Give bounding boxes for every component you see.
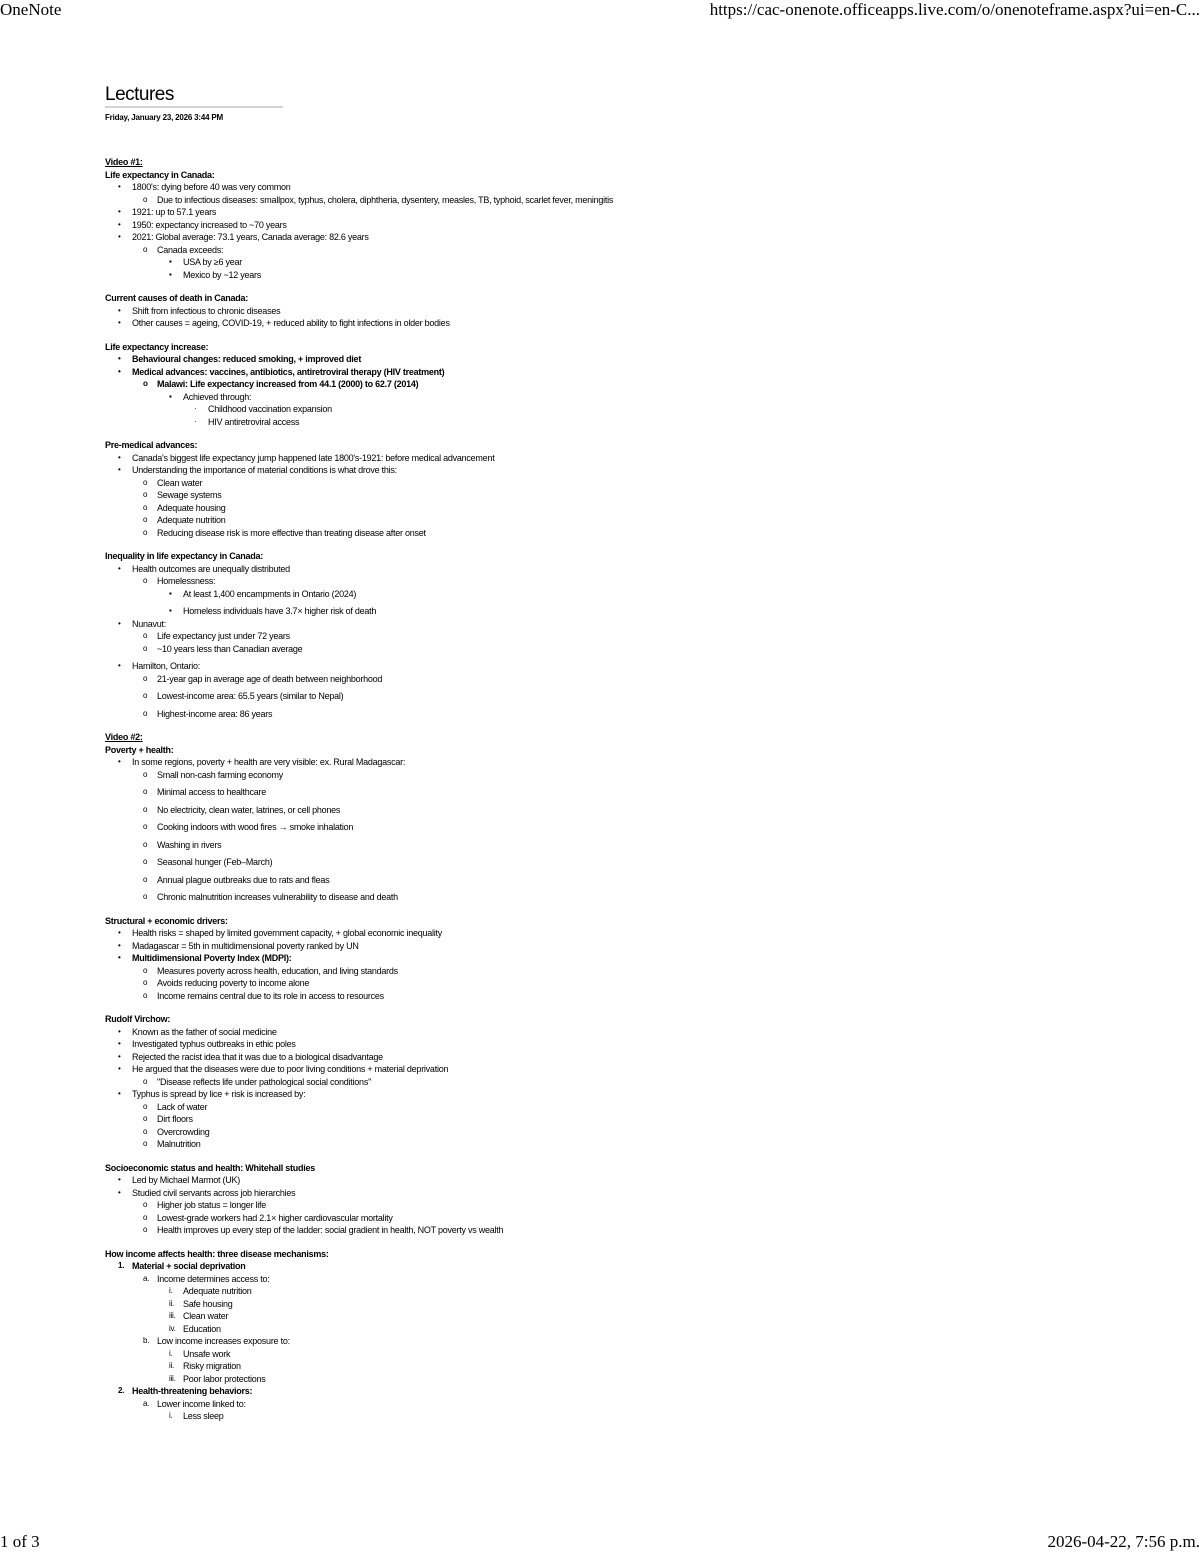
list-item-text: Malawi: Life expectancy increased from 44.1 (2000) to 62.7 (2014) [157,379,419,389]
bullet-marker: • [118,1051,121,1061]
list-item [105,786,625,799]
list-item [105,1174,625,1187]
bullet-marker: ▪ [169,269,172,279]
list-item-text: USA by ≥6 year [183,257,242,267]
bullet-marker: o [143,244,148,254]
bullet-marker: • [118,182,121,191]
section-heading: Inequality in life expectancy in Canada: [105,551,264,561]
app-name: OneNote [0,0,62,19]
bullet-marker: • [118,207,121,216]
bullet-marker: a. [143,1273,150,1283]
section-heading: Structural + economic drivers: [105,915,228,926]
list-item [105,1410,625,1423]
bullet-marker: • [118,1187,121,1197]
list-item [105,965,625,978]
list-item-text: Studied civil servants across job hierarchies [132,1187,296,1198]
list-item-text: Homelessness: [157,576,216,586]
list-item [105,1199,625,1212]
list-item-text: Lower income linked to: [157,1398,246,1409]
list-item [105,416,625,429]
list-item [105,1038,625,1051]
list-item-text: Material + social deprivation [132,1261,246,1271]
list-item [105,391,625,404]
list-item-text: 21-year gap in average age of death between neighborhood [157,673,383,684]
list-item [105,269,625,282]
list-item [105,940,625,953]
list-item [105,1385,625,1398]
list-item [105,1212,625,1225]
list-item [105,181,625,194]
bullet-marker: o [143,379,148,388]
bullet-marker: iii. [169,1373,176,1383]
bullet-list [105,1260,625,1423]
bullet-marker: o [143,194,148,204]
bullet-marker: ▪ [169,257,172,266]
list-item-text: Unsafe work [183,1348,231,1359]
list-item-text: Income determines access to: [157,1273,270,1284]
bullet-marker: 1. [118,1261,125,1270]
list-item [105,1323,625,1336]
bullet-marker: • [118,928,121,937]
list-item [105,219,625,232]
list-item-text: At least 1,400 encampments in Ontario (2024) [183,588,357,599]
note-section [105,341,625,429]
list-item-text: Seasonal hunger (Feb–March) [157,857,273,867]
bullet-marker: o [143,1101,148,1111]
list-item [105,874,625,887]
list-item [105,1051,625,1064]
list-item [105,527,625,540]
list-item-text: Madagascar = 5th in multidimensional poverty ranked by UN [132,940,359,951]
bullet-marker: o [143,490,148,499]
list-item-text: ~10 years less than Canadian average [157,643,303,654]
bullet-marker: • [118,940,121,950]
list-item [105,673,625,686]
list-item-text: 1921: up to 57.1 years [132,207,217,217]
list-item-text: Safe housing [183,1298,233,1309]
list-item-text: Sewage systems [157,490,222,500]
bullet-marker: a. [143,1398,150,1408]
list-item-text: Avoids reducing poverty to income alone [157,978,310,988]
bullet-marker: • [118,661,121,670]
list-item-text: Measures poverty across health, education, and living standards [157,965,398,976]
list-item-text: Small non-cash farming economy [157,769,284,780]
list-item-text: Childhood vaccination expansion [208,404,332,414]
list-item-text: Adequate nutrition [183,1286,252,1296]
bullet-marker: ▪ [169,588,172,598]
list-item [105,856,625,869]
list-item [105,206,625,219]
list-item-text: Medical advances: vaccines, antibiotics, antiretroviral therapy (HIV treatment) [132,366,445,377]
list-item [105,1026,625,1039]
bullet-marker: • [118,465,121,474]
list-item-text: Poor labor protections [183,1373,266,1384]
list-item-text: Behavioural changes: reduced smoking, + improved diet [132,354,362,364]
bullet-marker: b. [143,1336,150,1345]
page-count: 1 of 3 [0,1532,40,1551]
bullet-marker: • [118,1175,121,1184]
bullet-marker: o [143,527,148,537]
section-heading: Video #1: [105,157,143,167]
list-item-text: No electricity, clean water, latrines, or cell phones [157,804,341,815]
list-item [105,927,625,940]
list-item [105,489,625,502]
list-item-text: Health improves up every step of the ladder: social gradient in health, NOT poverty vs wealth [157,1225,504,1235]
note-section [105,169,625,282]
list-item-text: Achieved through: [183,391,252,402]
list-item-text: Health risks = shaped by limited government capacity, + global economic inequality [132,928,443,938]
section-heading: Life expectancy increase: [105,341,209,352]
bullet-list [105,353,625,428]
bullet-marker: o [143,1114,148,1123]
section-heading: Poverty + health: [105,744,174,755]
list-item-text: Dirt floors [157,1114,193,1124]
bullet-list [105,181,625,281]
list-item [105,769,625,782]
note-section [105,1013,625,1151]
note-section [105,915,625,1003]
note-section [105,1248,625,1423]
list-item [105,452,625,465]
section-heading: Life expectancy in Canada: [105,169,215,180]
note-section [105,731,625,744]
list-item [105,1088,625,1101]
list-item [105,378,625,391]
list-item [105,1076,625,1089]
list-item [105,256,625,269]
list-item-text: Understanding the importance of material conditions is what drove this: [132,465,397,475]
bullet-list [105,1026,625,1151]
bullet-marker: • [118,318,121,327]
bullet-marker: o [143,857,148,866]
bullet-list [105,452,625,540]
bullet-marker: o [143,978,148,987]
list-item [105,1373,625,1386]
list-item [105,643,625,656]
bullet-marker: ii. [169,1361,175,1370]
section-heading: How income affects health: three disease mechanisms: [105,1248,329,1259]
list-item [105,477,625,490]
list-item-text: Other causes = ageing, COVID-19, + reduced ability to fight infections in older bodies [132,318,450,328]
section-heading: Pre-medical advances: [105,440,198,450]
bullet-marker: o [143,804,148,814]
section-heading: Video #2: [105,732,143,742]
bullet-marker: o [143,708,148,718]
section-heading: Socioeconomic status and health: Whitehall studies [105,1162,316,1173]
list-item [105,575,625,588]
bullet-marker: • [118,219,121,229]
bullet-marker: o [143,822,148,831]
list-item-text: 1800's: dying before 40 was very common [132,182,291,192]
bullet-marker: o [143,477,148,487]
bullet-marker: o [143,502,148,512]
title-underline [105,106,283,108]
note-section [105,439,625,539]
bullet-marker: o [143,631,148,640]
list-item [105,1138,625,1151]
list-item [105,821,625,834]
bullet-marker: i. [169,1411,173,1420]
list-item [105,1360,625,1373]
list-item-text: Investigated typhus outbreaks in ethic poles [132,1039,296,1049]
bullet-marker: o [143,965,148,975]
list-item-text: Washing in rivers [157,839,222,850]
list-item-text: Lowest-grade workers had 2.1× higher cardiovascular mortality [157,1212,393,1223]
bullet-marker: o [143,1200,148,1209]
list-item [105,756,625,769]
list-item-text: Highest-income area: 86 years [157,708,273,719]
bullet-list [105,563,625,721]
list-item-text: Malnutrition [157,1139,201,1149]
list-item-text: Less sleep [183,1411,224,1421]
list-item-text: Homeless individuals have 3.7× higher risk of death [183,606,377,616]
list-item-text: Known as the father of social medicine [132,1026,277,1037]
bullet-marker: · [194,416,197,426]
bullet-marker: o [143,1139,148,1148]
list-item-text: In some regions, poverty + health are very visible: ex. Rural Madagascar: [132,757,406,767]
bullet-marker: • [118,1026,121,1036]
bullet-marker: o [143,691,148,700]
bullet-marker: o [143,839,148,849]
list-item-text: Canada exceeds: [157,244,224,255]
list-item [105,618,625,631]
bullet-marker: • [118,232,121,241]
bullet-marker: ▪ [169,606,172,615]
section-heading: Rudolf Virchow: [105,1014,171,1024]
list-item [105,305,625,318]
list-item-text: Reducing disease risk is more effective than treating disease after onset [157,527,426,538]
list-item [105,317,625,330]
bullet-list [105,1174,625,1237]
bullet-marker: o [143,576,148,585]
list-item-text: Cooking indoors with wood fires → smoke inhalation [157,822,354,832]
bullet-marker: ▪ [169,391,172,401]
page-title: Lectures [105,84,174,105]
list-item [105,630,625,643]
bullet-marker: o [143,1076,148,1086]
note-section [105,1162,625,1237]
bullet-marker: o [143,874,148,884]
list-item [105,690,625,703]
list-item [105,977,625,990]
page-date: Friday, January 23, 2026 3:44 PM [105,113,223,122]
bullet-list [105,756,625,904]
list-item-text: He argued that the diseases were due to poor living conditions + material deprivation [132,1064,449,1074]
bullet-marker: o [143,990,148,1000]
list-item-text: Health outcomes are unequally distributed [132,563,290,574]
list-item-text: Typhus is spread by lice + risk is increased by: [132,1089,306,1099]
bullet-marker: • [118,452,121,462]
bullet-marker: • [118,757,121,766]
list-item-text: Health-threatening behaviors: [132,1386,253,1396]
list-item-text: Clean water [157,477,203,488]
list-item [105,502,625,515]
list-item-text: Hamilton, Ontario: [132,661,201,671]
notes-body [105,156,625,1434]
note-section [105,744,625,904]
list-item [105,605,625,618]
list-item-text: Education [183,1323,221,1334]
list-item [105,1273,625,1286]
bullet-list [105,927,625,1002]
list-item [105,1335,625,1348]
bullet-marker: • [118,366,121,376]
list-item-text: Nunavut: [132,618,167,629]
print-time: 2026-04-22, 7:56 p.m. [1047,1532,1200,1551]
list-item [105,660,625,673]
list-item-text: Risky migration [183,1361,241,1371]
list-item [105,588,625,601]
page-url: https://cac-onenote.officeapps.live.com/o/onenoteframe.aspx?ui=en-C... [709,0,1200,19]
list-item [105,1101,625,1114]
list-item-text: Due to infectious diseases: smallpox, typhus, cholera, diphtheria, dysentery, measles, TB, typhoid, scarlet fever, meningitis [157,194,614,205]
list-item-text: Led by Michael Marmot (UK) [132,1175,241,1185]
bullet-marker: • [118,1039,121,1048]
list-item-text: Adequate nutrition [157,515,226,525]
list-item [105,804,625,817]
list-item-text: Annual plague outbreaks due to rats and fleas [157,874,330,885]
list-item [105,194,625,207]
list-item [105,353,625,366]
bullet-marker: o [143,892,148,901]
note-section [105,292,625,330]
list-item [105,891,625,904]
list-item-text: Rejected the racist idea that it was due to a biological disadvantage [132,1051,383,1062]
bullet-marker: i. [169,1348,173,1358]
list-item [105,464,625,477]
list-item-text: Chronic malnutrition increases vulnerability to disease and death [157,892,398,902]
bullet-marker: o [143,787,148,796]
list-item [105,403,625,416]
note-section [105,156,625,169]
bullet-marker: o [143,1126,148,1136]
bullet-marker: i. [169,1286,173,1295]
list-item [105,708,625,721]
list-item [105,952,625,965]
bullet-marker: • [118,305,121,315]
list-item [105,1260,625,1273]
list-item [105,1126,625,1139]
bullet-marker: • [118,354,121,363]
bullet-marker: o [143,769,148,779]
bullet-marker: o [143,1225,148,1234]
list-item [105,563,625,576]
bullet-marker: • [118,563,121,573]
list-item [105,1187,625,1200]
bullet-marker: iii. [169,1311,176,1320]
bullet-marker: • [118,1089,121,1098]
list-item [105,1224,625,1237]
bullet-marker: 2. [118,1386,125,1395]
bullet-marker: o [143,643,148,653]
bullet-list [105,305,625,330]
list-item [105,1063,625,1076]
list-item [105,1398,625,1411]
list-item [105,1298,625,1311]
bullet-marker: iv. [169,1323,176,1333]
list-item-text: Higher job status = longer life [157,1200,267,1210]
list-item-text: Life expectancy just under 72 years [157,631,290,641]
note-section [105,550,625,720]
section-heading: Current causes of death in Canada: [105,293,249,303]
list-item-text: Canada's biggest life expectancy jump happened late 1800's-1921: before medical advancement [132,452,495,463]
list-item-text: Lowest-income area: 65.5 years (similar to Nepal) [157,691,344,701]
list-item-text: Minimal access to healthcare [157,787,267,797]
list-item-text: Adequate housing [157,502,226,513]
list-item [105,1310,625,1323]
bullet-marker: o [143,515,148,524]
bullet-marker: · [194,404,197,413]
list-item [105,244,625,257]
list-item-text: Multidimensional Poverty Index (MDPI): [132,953,292,963]
bullet-marker: • [118,1064,121,1073]
list-item [105,990,625,1003]
list-item [105,1348,625,1361]
list-item-text: Lack of water [157,1101,208,1112]
list-item-text: Shift from infectious to chronic diseases [132,305,281,316]
list-item-text: Overcrowding [157,1126,210,1137]
list-item-text: 2021: Global average: 73.1 years, Canada average: 82.6 years [132,232,369,242]
bullet-marker: • [118,953,121,962]
list-item [105,1285,625,1298]
list-item-text: 1950: expectancy increased to ~70 years [132,219,287,230]
list-item [105,514,625,527]
list-item-text: Mexico by ~12 years [183,269,262,280]
bullet-marker: o [143,1212,148,1222]
list-item [105,1113,625,1126]
list-item-text: "Disease reflects life under pathological social conditions" [157,1076,372,1087]
list-item [105,839,625,852]
list-item-text: HIV antiretroviral access [208,416,300,427]
bullet-marker: o [143,673,148,683]
list-item [105,231,625,244]
bullet-marker: ii. [169,1298,175,1308]
bullet-marker: • [118,618,121,628]
list-item-text: Income remains central due to its role in access to resources [157,990,384,1001]
list-item-text: Low income increases exposure to: [157,1336,290,1346]
list-item-text: Clean water [183,1311,229,1321]
list-item [105,366,625,379]
